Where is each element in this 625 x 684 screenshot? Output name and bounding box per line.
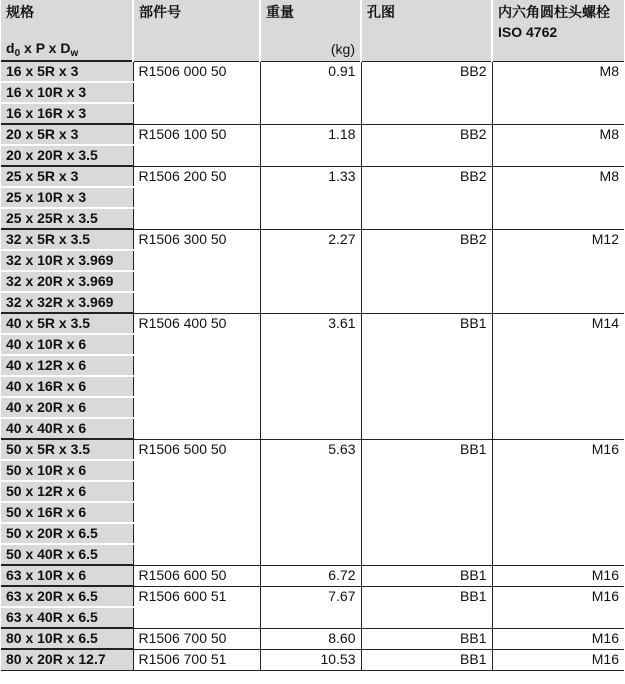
part-header-label: 部件号	[139, 4, 181, 20]
spec-cell: 80 x 10R x 6.5	[1, 628, 133, 649]
part-number-cell: R1506 500 50	[133, 439, 260, 565]
screw-cell: M8	[492, 166, 624, 229]
weight-unit: (kg)	[330, 40, 355, 57]
table-row	[1, 586, 624, 607]
part-number-cell: R1506 300 50	[133, 229, 260, 313]
screw-header	[492, 0, 624, 61]
screw-cell: M12	[492, 229, 624, 313]
screw-cell: M16	[492, 628, 624, 649]
spec-cell: 40 x 12R x 6	[1, 355, 133, 376]
hole-header-label: 孔图	[367, 4, 395, 20]
hole-pattern-cell: BB1	[361, 313, 492, 439]
part-number-cell: R1506 200 50	[133, 166, 260, 229]
spec-cell: 32 x 32R x 3.969	[1, 292, 133, 313]
spec-header-label: 规格	[6, 4, 34, 20]
spec-cell: 40 x 16R x 6	[1, 376, 133, 397]
table-body	[1, 61, 624, 670]
weight-cell: 1.33	[260, 166, 361, 229]
hole-pattern-cell: BB1	[361, 586, 492, 628]
weight-cell: 2.27	[260, 229, 361, 313]
screw-cell: M8	[492, 124, 624, 166]
table-row	[1, 313, 624, 334]
spec-cell: 63 x 10R x 6	[1, 565, 133, 586]
spec-cell: 32 x 20R x 3.969	[1, 271, 133, 292]
spec-formula	[6, 40, 79, 59]
hole-pattern-cell: BB1	[361, 565, 492, 586]
hole-header	[361, 0, 492, 61]
weight-cell: 1.18	[260, 124, 361, 166]
screw-cell: M16	[492, 439, 624, 565]
table-row	[1, 124, 624, 145]
table-row	[1, 628, 624, 649]
spec-formula-d: d	[6, 40, 15, 56]
spec-cell: 20 x 20R x 3.5	[1, 145, 133, 166]
table-row	[1, 439, 624, 460]
spec-cell: 32 x 5R x 3.5	[1, 229, 133, 250]
spec-cell: 63 x 20R x 6.5	[1, 586, 133, 607]
part-header	[133, 0, 260, 61]
spec-cell: 50 x 5R x 3.5	[1, 439, 133, 460]
spec-cell: 40 x 40R x 6	[1, 418, 133, 439]
spec-cell: 16 x 10R x 3	[1, 82, 133, 103]
spec-cell: 40 x 20R x 6	[1, 397, 133, 418]
weight-cell: 3.61	[260, 313, 361, 439]
header-row	[1, 0, 624, 61]
screw-cell: M16	[492, 586, 624, 628]
screw-header-label: 内六角圆柱头螺栓 ISO 4762	[498, 4, 610, 40]
spec-formula-mid: x P x D	[20, 40, 71, 56]
spec-formula-w-sub: w	[70, 48, 79, 59]
part-number-cell: R1506 700 50	[133, 628, 260, 649]
spec-cell: 40 x 5R x 3.5	[1, 313, 133, 334]
hole-pattern-cell: BB1	[361, 439, 492, 565]
part-number-cell: R1506 700 51	[133, 649, 260, 670]
weight-cell: 6.72	[260, 565, 361, 586]
part-number-cell: R1506 100 50	[133, 124, 260, 166]
spec-cell: 50 x 20R x 6.5	[1, 523, 133, 544]
part-number-cell: R1506 400 50	[133, 313, 260, 439]
spec-cell: 16 x 16R x 3	[1, 103, 133, 124]
spec-cell: 20 x 5R x 3	[1, 124, 133, 145]
hole-pattern-cell: BB1	[361, 628, 492, 649]
spec-cell: 50 x 12R x 6	[1, 481, 133, 502]
weight-cell: 10.53	[260, 649, 361, 670]
weight-cell: 5.63	[260, 439, 361, 565]
weight-cell: 8.60	[260, 628, 361, 649]
hole-pattern-cell: BB2	[361, 166, 492, 229]
hole-pattern-cell: BB2	[361, 61, 492, 124]
screw-cell: M16	[492, 565, 624, 586]
spec-cell: 50 x 40R x 6.5	[1, 544, 133, 565]
spec-cell: 63 x 40R x 6.5	[1, 607, 133, 628]
spec-cell: 16 x 5R x 3	[1, 61, 133, 82]
spec-cell: 40 x 10R x 6	[1, 334, 133, 355]
weight-header	[260, 0, 361, 61]
spec-cell: 25 x 10R x 3	[1, 187, 133, 208]
screw-cell: M14	[492, 313, 624, 439]
hole-pattern-cell: BB2	[361, 124, 492, 166]
table-row	[1, 649, 624, 670]
table-row	[1, 565, 624, 586]
spec-formula-d-sub: 0	[14, 48, 21, 59]
spec-cell: 50 x 10R x 6	[1, 460, 133, 481]
part-number-cell: R1506 000 50	[133, 61, 260, 124]
table-row	[1, 229, 624, 250]
spec-header	[1, 0, 133, 61]
table-row	[1, 61, 624, 82]
table-row	[1, 166, 624, 187]
hole-pattern-cell: BB1	[361, 649, 492, 670]
spec-cell: 32 x 10R x 3.969	[1, 250, 133, 271]
spec-cell: 25 x 25R x 3.5	[1, 208, 133, 229]
spec-cell: 50 x 16R x 6	[1, 502, 133, 523]
weight-cell: 7.67	[260, 586, 361, 628]
part-number-cell: R1506 600 50	[133, 565, 260, 586]
part-number-cell: R1506 600 51	[133, 586, 260, 628]
spec-cell: 80 x 20R x 12.7	[1, 649, 133, 670]
hole-pattern-cell: BB2	[361, 229, 492, 313]
screw-cell: M16	[492, 649, 624, 670]
screw-cell: M8	[492, 61, 624, 124]
spec-cell: 25 x 5R x 3	[1, 166, 133, 187]
spec-table	[1, 0, 624, 671]
weight-header-label: 重量	[266, 4, 294, 20]
weight-cell: 0.91	[260, 61, 361, 124]
